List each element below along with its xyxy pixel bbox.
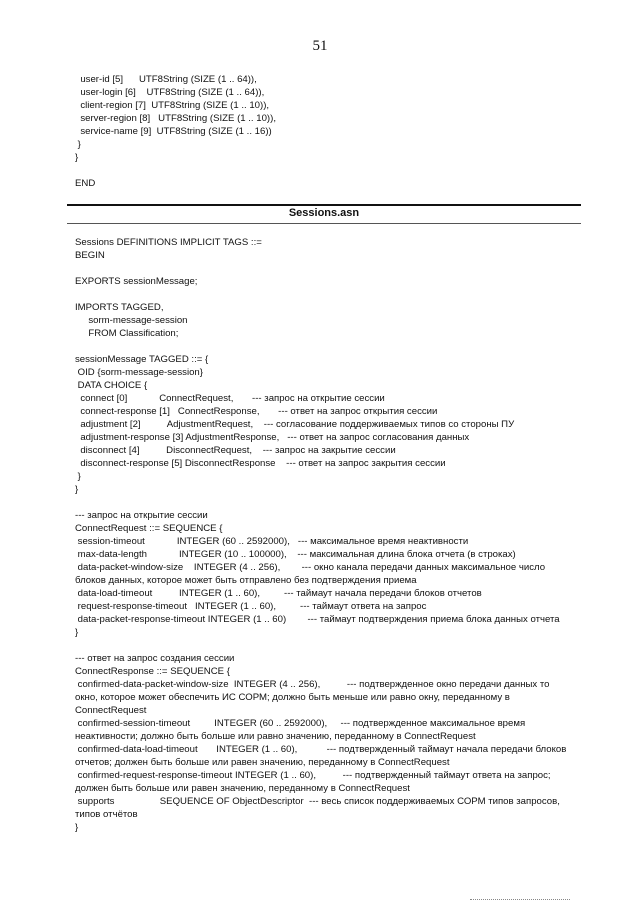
code-line: блоков данных, которое может быть отправлено без подтверждения приема xyxy=(75,575,417,586)
code-line: max-data-length INTEGER (10 .. 100000), --- максимальная длина блока отчета (в строках) xyxy=(75,549,516,560)
code-line: service-name [9] UTF8String (SIZE (1 .. 16)) xyxy=(75,126,272,137)
code-line xyxy=(75,262,595,275)
section-title: Sessions.asn xyxy=(288,207,360,219)
code-line: должен быть больше или равен значению, переданному в ConnectRequest xyxy=(75,783,410,794)
code-line: } xyxy=(75,152,79,163)
code-line xyxy=(75,340,595,353)
code-line: END xyxy=(75,178,96,189)
code-line: типов отчётов xyxy=(75,809,138,820)
code-line: } xyxy=(75,627,79,638)
code-line: adjustment [2] AdjustmentRequest, --- согласование поддерживаемых типов со стороны ПУ xyxy=(75,419,515,430)
code-line: request-response-timeout INTEGER (1 .. 60), --- таймаут ответа на запрос xyxy=(75,601,427,612)
code-line: supports SEQUENCE OF ObjectDescriptor --- весь список поддерживаемых СОРМ типов запросов, xyxy=(75,796,560,807)
section-divider-top xyxy=(67,204,581,206)
code-line: ConnectRequest ::= SEQUENCE { xyxy=(75,523,223,534)
code-line: IMPORTS TAGGED, xyxy=(75,302,164,313)
code-line: data-load-timeout INTEGER (1 .. 60), --- таймаут начала передачи блоков отчетов xyxy=(75,588,482,599)
code-line: data-packet-window-size INTEGER (4 .. 256), --- окно канала передачи данных максимальное число xyxy=(75,562,546,573)
code-line: отчетов; должен быть больше или равен значению, переданному в ConnectRequest xyxy=(75,757,450,768)
code-line xyxy=(75,496,595,509)
code-line: OID {sorm-message-session} xyxy=(75,367,203,378)
code-line xyxy=(75,164,595,177)
code-line: adjustment-response [3] AdjustmentResponse, --- ответ на запрос согласования данных xyxy=(75,432,470,443)
code-line: DATA CHOICE { xyxy=(75,380,148,391)
code-line: client-region [7] UTF8String (SIZE (1 .. 10)), xyxy=(75,100,270,111)
scan-artifact xyxy=(470,899,570,900)
code-line: confirmed-session-timeout INTEGER (60 .. 2592000), --- подтвержденное максимальное время xyxy=(75,718,526,729)
code-line: sessionMessage TAGGED ::= { xyxy=(75,354,209,365)
asn-code-block-sessions xyxy=(75,236,595,834)
code-line: user-id [5] UTF8String (SIZE (1 .. 64)), xyxy=(75,74,257,85)
code-line: BEGIN xyxy=(75,250,105,261)
code-line: connect [0] ConnectRequest, --- запрос на открытие сессии xyxy=(75,393,385,404)
code-line: окно, которое может обеспечить ИС СОРМ; должно быть меньше или равно окну, переданному в xyxy=(75,692,510,703)
code-line: session-timeout INTEGER (60 .. 2592000), --- максимальное время неактивности xyxy=(75,536,469,547)
code-line: } xyxy=(75,484,79,495)
asn-code-block-top xyxy=(75,73,595,190)
page-number: 51 xyxy=(312,38,328,54)
code-line: Sessions DEFINITIONS IMPLICIT TAGS ::= xyxy=(75,237,262,248)
code-line: confirmed-data-load-timeout INTEGER (1 .. 60), --- подтвержденный таймаут начала передачи блоков xyxy=(75,744,567,755)
code-line xyxy=(75,639,595,652)
code-line: confirmed-data-packet-window-size INTEGER (4 .. 256), --- подтвержденное окно передачи данных то xyxy=(75,679,550,690)
code-line: sorm-message-session xyxy=(75,315,188,326)
code-line: confirmed-request-response-timeout INTEGER (1 .. 60), --- подтвержденный таймаут ответа на запрос; xyxy=(75,770,551,781)
code-line: user-login [6] UTF8String (SIZE (1 .. 64)), xyxy=(75,87,265,98)
code-line: ConnectResponse ::= SEQUENCE { xyxy=(75,666,230,677)
code-line: } xyxy=(75,822,79,833)
code-line: EXPORTS sessionMessage; xyxy=(75,276,198,287)
code-line: ConnectRequest xyxy=(75,705,147,716)
code-line: disconnect-response [5] DisconnectResponse --- ответ на запрос закрытия сессии xyxy=(75,458,446,469)
code-line: --- запрос на открытие сессии xyxy=(75,510,208,521)
code-line: --- ответ на запрос создания сессии xyxy=(75,653,235,664)
code-line: disconnect [4] DisconnectRequest, --- запрос на закрытие сессии xyxy=(75,445,396,456)
code-line: connect-response [1] ConnectResponse, --- ответ на запрос открытия сессии xyxy=(75,406,438,417)
code-line: неактивности; должно быть больше или равно значению, переданному в ConnectRequest xyxy=(75,731,476,742)
code-line: } xyxy=(75,471,81,482)
code-line xyxy=(75,288,595,301)
code-line: FROM Classification; xyxy=(75,328,179,339)
code-line: } xyxy=(75,139,81,150)
code-line: data-packet-response-timeout INTEGER (1 .. 60) --- таймаут подтверждения приема блока данных отчета xyxy=(75,614,560,625)
code-line: server-region [8] UTF8String (SIZE (1 .. 10)), xyxy=(75,113,276,124)
section-divider-bottom xyxy=(67,223,581,224)
